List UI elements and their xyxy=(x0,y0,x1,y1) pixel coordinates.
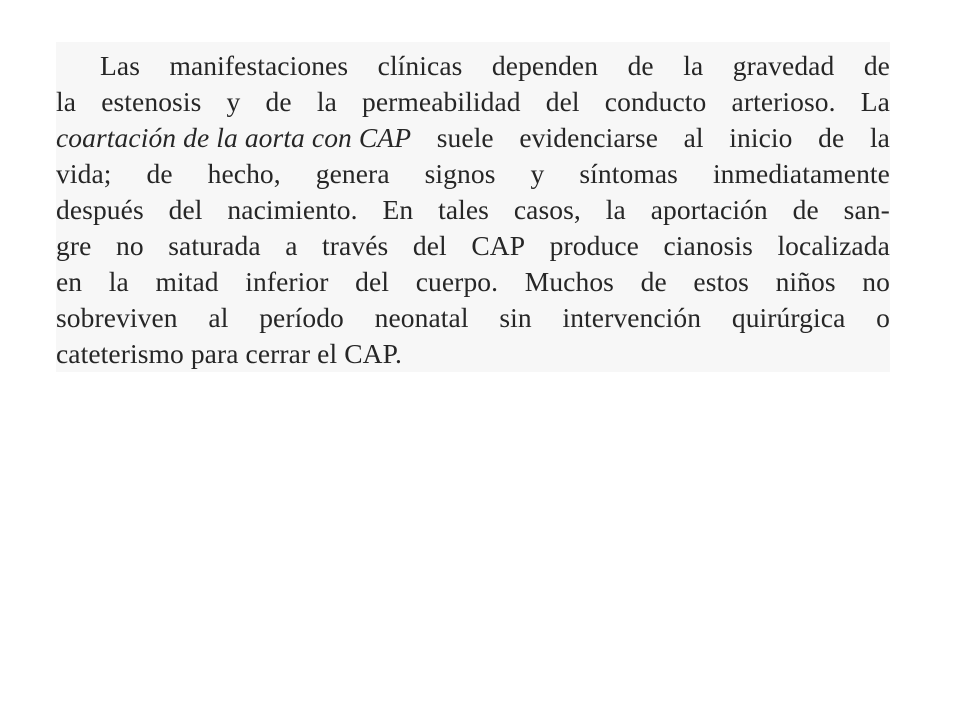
word: al xyxy=(683,122,704,153)
text-line-5 xyxy=(56,194,890,226)
word: permeabilidad xyxy=(362,86,521,117)
word: Las xyxy=(100,50,141,81)
text-line-2 xyxy=(56,86,890,118)
word: signos xyxy=(424,158,496,189)
word: saturada xyxy=(168,230,261,261)
word: genera xyxy=(315,158,390,189)
word: evidenciarse xyxy=(519,122,658,153)
text-line-4 xyxy=(56,158,890,190)
word: en xyxy=(56,266,83,297)
word: la xyxy=(869,122,890,153)
word: mitad xyxy=(155,266,219,297)
word: neonatal xyxy=(374,302,469,333)
word: conducto xyxy=(604,86,707,117)
word: inmediatamente xyxy=(712,158,890,189)
word: del xyxy=(355,266,390,297)
word: suele xyxy=(436,122,494,153)
word: la xyxy=(108,266,129,297)
word: En xyxy=(382,194,414,225)
word: inicio xyxy=(729,122,793,153)
word: de xyxy=(146,158,173,189)
word: nacimiento. xyxy=(227,194,358,225)
text-line-1 xyxy=(56,50,890,82)
word: tales xyxy=(438,194,489,225)
word: inferior xyxy=(245,266,329,297)
scanned-text-excerpt xyxy=(56,42,890,372)
word: cuerpo. xyxy=(415,266,499,297)
word: del xyxy=(545,86,580,117)
word: síntomas xyxy=(579,158,678,189)
word: y xyxy=(530,158,545,189)
word: del xyxy=(412,230,447,261)
text-line-6 xyxy=(56,230,890,262)
word: intervención xyxy=(562,302,702,333)
word: niños xyxy=(775,266,836,297)
word: gre xyxy=(56,230,92,261)
word: sin xyxy=(499,302,532,333)
italic-term-coartacion: coartación de la aorta con CAP xyxy=(56,122,412,153)
word: localizada xyxy=(777,230,890,261)
word: casos, xyxy=(513,194,581,225)
word: estenosis xyxy=(101,86,202,117)
word: de xyxy=(640,266,667,297)
word: sobreviven xyxy=(56,302,178,333)
word: del xyxy=(168,194,203,225)
word: san- xyxy=(843,194,890,225)
word: la xyxy=(605,194,626,225)
word: de xyxy=(818,122,845,153)
word: estos xyxy=(693,266,749,297)
word: no xyxy=(862,266,890,297)
word: y xyxy=(226,86,241,117)
word: clínicas xyxy=(377,50,463,81)
word: aportación xyxy=(650,194,768,225)
word: hecho, xyxy=(207,158,281,189)
word: de xyxy=(863,50,890,81)
word: después xyxy=(56,194,144,225)
word: la xyxy=(56,86,77,117)
word: arterioso. xyxy=(731,86,836,117)
word: al xyxy=(208,302,229,333)
word: la xyxy=(316,86,337,117)
text-line-8 xyxy=(56,302,890,334)
text-line-9: cateterismo para cerrar el CAP. xyxy=(56,338,402,369)
word: cianosis xyxy=(663,230,753,261)
word: período xyxy=(259,302,344,333)
word: de xyxy=(265,86,292,117)
word: quirúrgica xyxy=(731,302,846,333)
word: través xyxy=(322,230,389,261)
word: manifestaciones xyxy=(169,50,349,81)
word: la xyxy=(683,50,704,81)
word: produce xyxy=(549,230,639,261)
word: no xyxy=(115,230,144,261)
word: a xyxy=(285,230,298,261)
word: vida; xyxy=(56,158,112,189)
word: dependen xyxy=(491,50,599,81)
text-line-3 xyxy=(56,122,890,154)
word: Muchos xyxy=(524,266,614,297)
text-line-7 xyxy=(56,266,890,298)
word: gravedad xyxy=(732,50,835,81)
word: La xyxy=(860,86,890,117)
word: de xyxy=(627,50,654,81)
word: de xyxy=(792,194,819,225)
word: o xyxy=(876,302,890,333)
word: CAP xyxy=(471,230,526,261)
